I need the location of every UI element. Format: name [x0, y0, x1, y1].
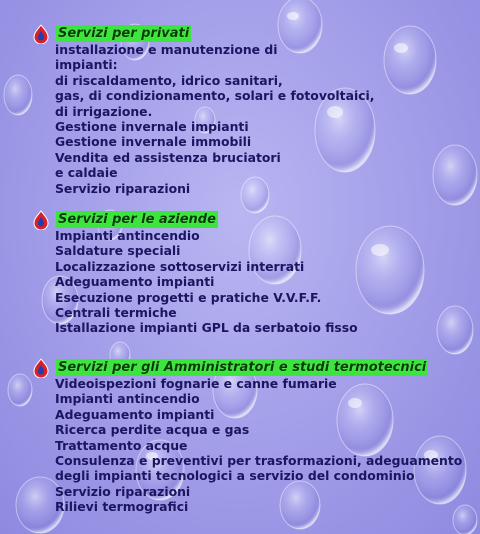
list-item: Videoispezioni fognarie e canne fumarie — [55, 376, 337, 391]
list-item: impianti: — [55, 57, 118, 73]
list-item: Localizzazione sottoservizi interrati — [55, 258, 305, 274]
list-item: installazione e manutenzione di — [55, 42, 278, 57]
list-item: Servizio riparazioni — [55, 180, 191, 196]
list-item: Impianti antincendio — [55, 228, 200, 243]
list-item: Saldature speciali — [55, 243, 181, 259]
drop-logo-icon — [32, 210, 50, 230]
list-item: e caldaie — [55, 165, 118, 181]
drop-logo-icon — [32, 358, 50, 378]
service-list — [55, 376, 462, 515]
list-item: Vendita ed assistenza bruciatori — [55, 149, 281, 165]
list-item: Adeguamento impianti — [55, 406, 215, 422]
service-list — [55, 228, 358, 336]
section-title: Servizi per gli Amministratori e studi termotecnici — [58, 360, 427, 375]
list-item: Gestione invernale immobili — [55, 134, 252, 150]
list-item: Rilievi termografici — [55, 499, 189, 515]
list-item: Esecuzione progetti e pratiche V.V.F.F. — [55, 289, 322, 305]
list-item: Servizio riparazioni — [55, 483, 191, 499]
service-list — [55, 42, 375, 196]
list-item: Adeguamento impianti — [55, 274, 215, 290]
list-item: gas, di condizionamento, solari e fotovoltaici, — [55, 88, 375, 104]
list-item: Impianti antincendio — [55, 391, 200, 407]
list-item: di irrigazione. — [55, 103, 153, 119]
list-item: degli impianti tecnologici a servizio del condominio — [55, 468, 415, 484]
drop-logo-icon — [32, 24, 50, 44]
list-item: di riscaldamento, idrico sanitari, — [55, 72, 283, 88]
list-item: Trattamento acque — [55, 437, 188, 453]
section-title: Servizi per le aziende — [58, 212, 216, 227]
list-item: Ricerca perdite acqua e gas — [55, 422, 250, 438]
list-item: Centrali termiche — [55, 305, 177, 321]
list-item: Istallazione impianti GPL da serbatoio fisso — [55, 320, 358, 336]
list-item: Consulenza e preventivi per trasformazioni, adeguamento — [55, 453, 463, 469]
list-item: Gestione invernale impianti — [55, 119, 249, 135]
section-title: Servizi per privati — [58, 26, 190, 41]
